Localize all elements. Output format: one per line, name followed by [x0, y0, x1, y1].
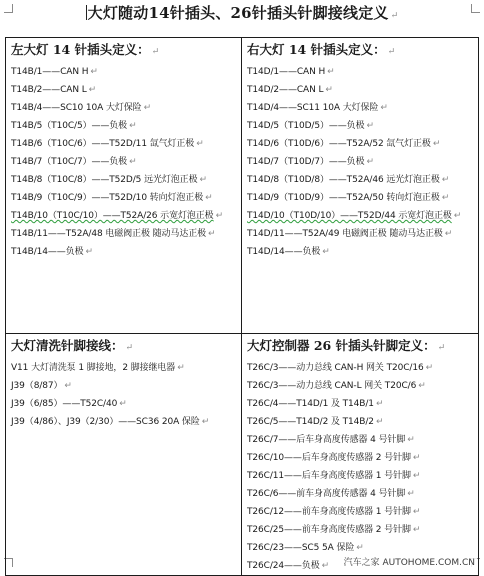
controller-line: T26C/5——T14D/2 及 T14B/2 ↵: [247, 417, 384, 427]
controller-line: T26C/4——T14D/1 及 T14B/1 ↵: [247, 399, 384, 409]
right-headlight-heading: 右大灯 14 针插头定义： ↵: [247, 42, 396, 57]
right-pin-line: T14D/6（T10D/6）——T52A/52 氙气灯正极 ↵: [247, 139, 441, 149]
document-title[interactable]: [0, 2, 484, 27]
controller-line: T26C/23——SC5 5A 保险 ↵: [247, 543, 364, 553]
left-pin-line: T14B/14——负极 ↵: [11, 247, 93, 257]
left-pin-line: T14B/8（T10C/8）——T52D/5 远光灯泡正极 ↵: [11, 175, 207, 185]
left-pin-line: T14B/4——SC10 10A 大灯保险 ↵: [11, 103, 152, 113]
controller-line: T26C/3——动力总线 CAN-H 网关 T20C/16 ↵: [247, 363, 434, 373]
left-pin-line: T14B/7（T10C/7）——负极 ↵: [11, 157, 137, 167]
controller-line: T26C/10——后车身高度传感器 2 号针脚 ↵: [247, 453, 421, 463]
document-title-text: 大灯随动14针插头、26针插头针脚接线定义: [87, 4, 389, 22]
cell-right-headlight[interactable]: [242, 38, 479, 334]
site-watermark: 汽车之家 AUTOHOME.COM.CN: [342, 555, 477, 568]
left-pin-line: T14B/2——CAN L ↵: [11, 85, 97, 95]
washer-line: J39（8/87） ↵: [11, 381, 72, 391]
table-row-washer-controller: [6, 334, 479, 576]
right-pin-line: T14D/4——SC11 10A 大灯保险 ↵: [247, 103, 388, 113]
right-pin-line: T14D/5（T10D/5）——负极 ↵: [247, 121, 374, 131]
controller-line: T26C/25——前车身高度传感器 2 号针脚 ↵: [247, 525, 421, 535]
right-pin-line: T14D/7（T10D/7）——负极 ↵: [247, 157, 374, 167]
right-pin-line: T14D/2——CAN L ↵: [247, 85, 333, 95]
washer-line: J39（4/86）、J39（2/30）——SC36 20A 保险 ↵: [11, 417, 210, 427]
right-pin-line: T14D/14——负极 ↵: [247, 247, 330, 257]
cell-washer[interactable]: [6, 334, 242, 576]
left-pin-line: T14B/11——T52A/48 电磁阀正极 随动马达正极 ↵: [11, 229, 216, 239]
table-row-headlights: [6, 38, 479, 334]
cell-left-headlight[interactable]: [6, 38, 242, 334]
washer-line: V11 大灯清洗泵 1 脚接地，2 脚接继电器 ↵: [11, 363, 185, 373]
controller-line: T26C/7——后车身高度传感器 4 号针脚 ↵: [247, 435, 415, 445]
text-cursor: [86, 5, 87, 20]
paragraph-mark: ↵: [390, 11, 399, 21]
right-pin-line: T14D/9（T10D/9）——T52A/50 转向灯泡正极 ↵: [247, 193, 450, 203]
left-pin-line: T14B/6（T10C/6）——T52D/11 氙气灯正极 ↵: [11, 139, 204, 149]
right-pin-line: T14D/11——T52A/49 电磁阀正极 随动马达正极 ↵: [247, 229, 453, 239]
right-pin-line: T14D/8（T10D/8）——T52A/46 远光灯泡正极 ↵: [247, 175, 450, 185]
controller-line: T26C/6——前车身高度传感器 4 号针脚 ↵: [247, 489, 415, 499]
controller-heading: 大灯控制器 26 针插头针脚定义： ↵: [247, 338, 446, 353]
right-pin-line: T14D/10（T10D/10）——T52D/44 示宽灯泡正极 ↵: [247, 211, 462, 221]
controller-line: T26C/24——负极 ↵: [247, 561, 330, 571]
cell-controller[interactable]: [242, 334, 479, 576]
pinout-table: [5, 37, 479, 576]
washer-heading: 大灯清洗针脚接线： ↵: [11, 338, 134, 353]
controller-line: T26C/12——前车身高度传感器 1 号针脚 ↵: [247, 507, 421, 517]
right-pin-line: T14D/1——CAN H ↵: [247, 67, 335, 77]
controller-line: T26C/11——后车身高度传感器 1 号针脚 ↵: [247, 471, 421, 481]
left-headlight-heading: 左大灯 14 针插头定义： ↵: [11, 42, 160, 57]
left-pin-line: T14B/9（T10C/9）——T52D/10 转向灯泡正极 ↵: [11, 193, 213, 203]
left-pin-line: T14B/1——CAN H ↵: [11, 67, 98, 77]
left-pin-line: T14B/10（T10C/10）——T52A/26 示宽灯泡正极 ↵: [11, 211, 224, 221]
washer-line: J39（6/85）——T52C/40 ↵: [11, 399, 127, 409]
left-pin-line: T14B/5（T10C/5）——负极 ↵: [11, 121, 137, 131]
controller-line: T26C/3——动力总线 CAN-L 网关 T20C/6 ↵: [247, 381, 426, 391]
